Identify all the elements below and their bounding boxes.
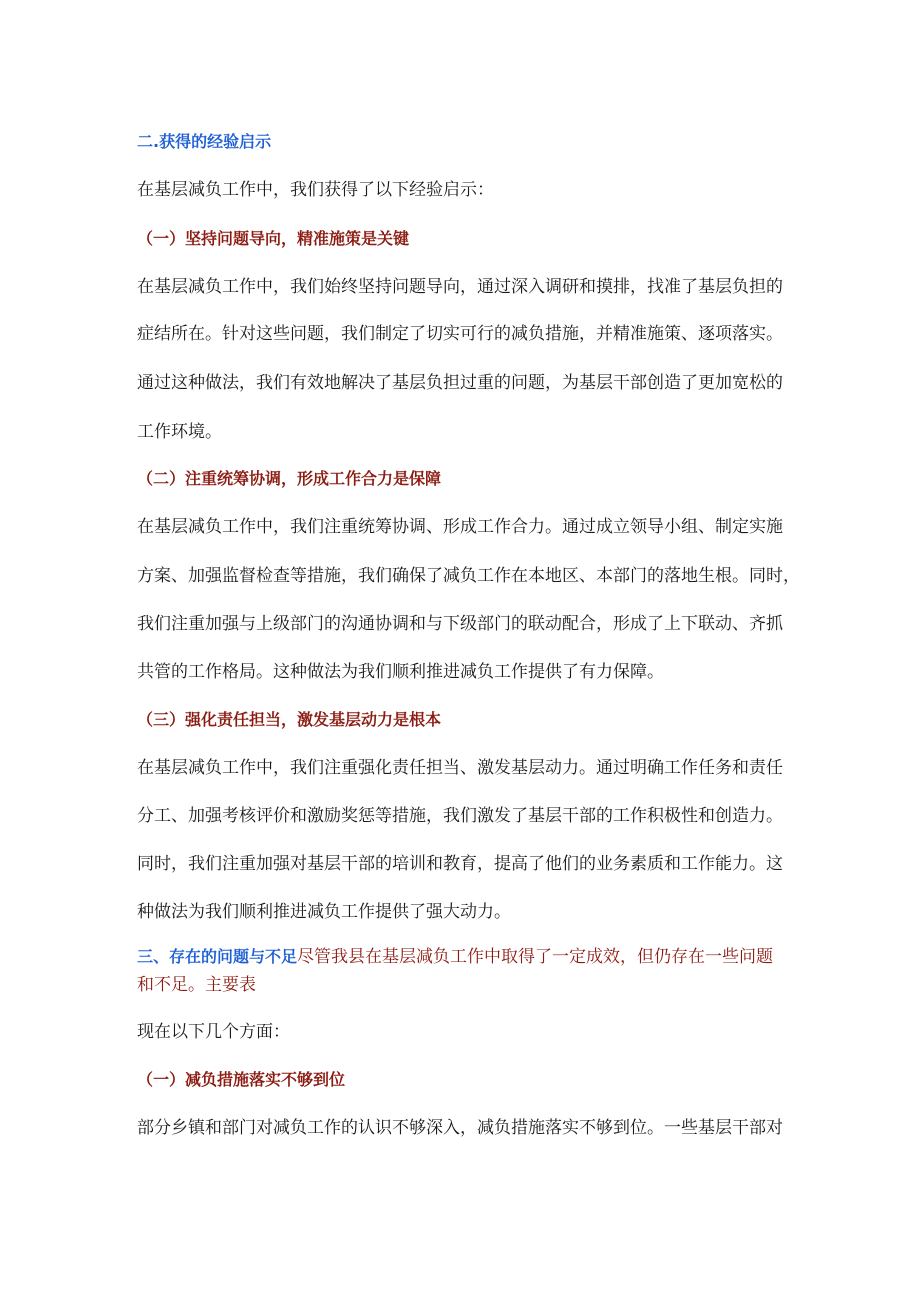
subheading-coordination: （二）注重统筹协调，形成工作合力是保障	[137, 469, 442, 488]
paragraph-line: 同时，我们注重加强对基层干部的培训和教育，提高了他们的业务素质和工作能力。这	[137, 854, 783, 874]
section-problems-lead: 尽管我县在基层减负工作中取得了一定成效，但仍存在一些问题	[297, 947, 774, 967]
section-problems-lead-continued: 和不足。主要表	[137, 975, 256, 995]
paragraph-line: 症结所在。针对这些问题，我们制定了切实可行的减负措施，并精准施策、逐项落实。	[137, 324, 783, 344]
paragraph-line: 共管的工作格局。这种做法为我们顺利推进减负工作提供了有力保障。	[137, 662, 664, 682]
section-problems-line	[137, 945, 773, 969]
section-heading-problems: 三、存在的问题与不足	[137, 947, 298, 966]
paragraph-line: 部分乡镇和部门对减负工作的认识不够深入，减负措施落实不够到位。一些基层干部对	[137, 1118, 783, 1138]
paragraph-line: 分工、加强考核评价和激励奖惩等措施，我们激发了基层干部的工作积极性和创造力。	[137, 806, 783, 826]
paragraph-line: 在基层减负工作中，我们注重统筹协调、形成工作合力。通过成立领导小组、制定实施	[137, 517, 783, 537]
paragraph-line: 工作环境。	[137, 422, 222, 442]
subheading-problem-oriented: （一）坚持问题导向，精准施策是关键	[137, 229, 410, 248]
subheading-responsibility: （三）强化责任担当，激发基层动力是根本	[137, 710, 442, 729]
subheading-measures-not-implemented: （一）减负措施落实不够到位	[137, 1070, 346, 1089]
paragraph-line: 我们注重加强与上级部门的沟通协调和与下级部门的联动配合，形成了上下联动、齐抓	[137, 614, 783, 634]
section-problems-intro: 现在以下几个方面：	[137, 1022, 290, 1042]
section-heading-experience: 二.获得的经验启示	[137, 132, 272, 151]
paragraph-line: 在基层减负工作中，我们注重强化责任担当、激发基层动力。通过明确工作任务和责任	[137, 758, 783, 778]
paragraph-line: 通过这种做法，我们有效地解决了基层负担过重的问题，为基层干部创造了更加宽松的	[137, 373, 783, 393]
section-intro: 在基层减负工作中，我们获得了以下经验启示：	[137, 180, 494, 200]
paragraph-line: 种做法为我们顺利推进减负工作提供了强大动力。	[137, 902, 511, 922]
paragraph-line: 在基层减负工作中，我们始终坚持问题导向，通过深入调研和摸排，找准了基层负担的	[137, 277, 783, 297]
paragraph-line: 方案、加强监督检查等措施，我们确保了减负工作在本地区、本部门的落地生根。同时，	[137, 566, 800, 586]
